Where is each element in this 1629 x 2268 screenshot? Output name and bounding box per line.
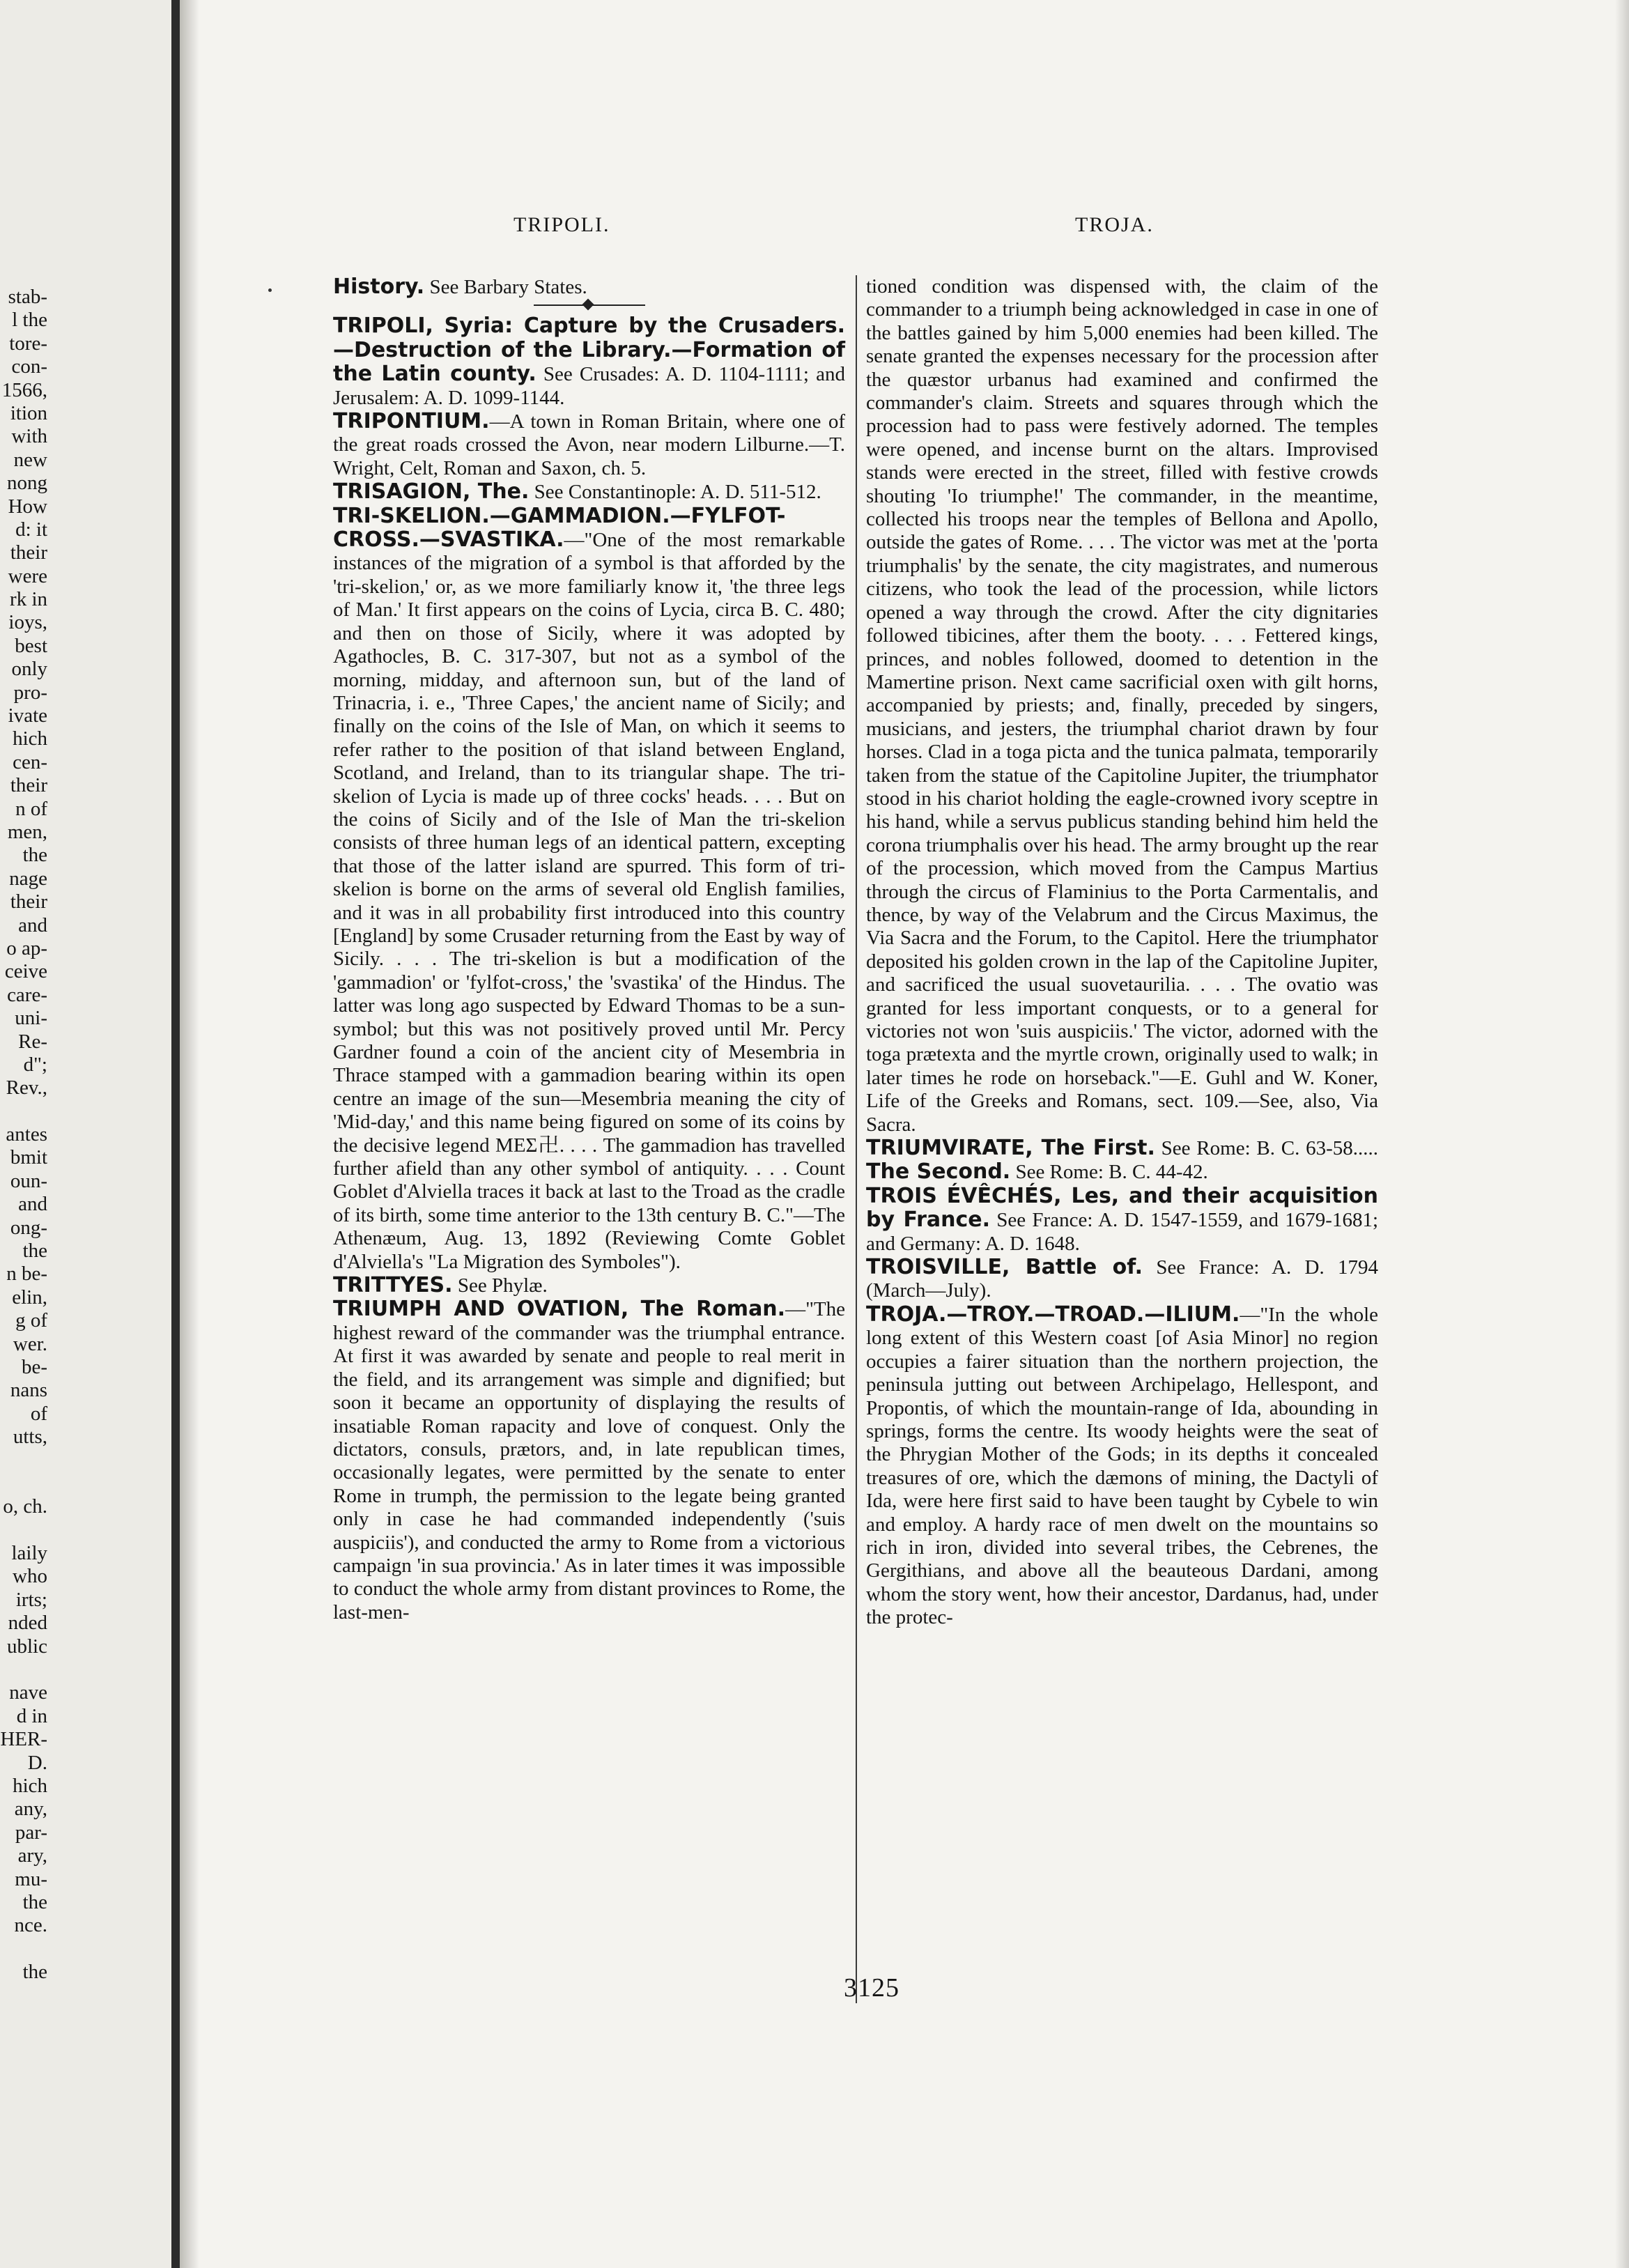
entry-heading: History. (333, 275, 425, 299)
section-divider-ornament (534, 300, 645, 310)
prev-column-line (0, 1449, 47, 1472)
previous-page-column-fragment (0, 286, 47, 1984)
prev-column-line (0, 1658, 47, 1681)
entry-text: See Phylæ. (457, 1274, 548, 1297)
entry-text: —"One of the most remarkable instances of the migration of a symbol is that afforded by the 'tri-skelion,' or, as we more familiarly know it, 'the three legs of Man.' It first appears on the coins of Lycia, circa B. C. 480; and then on those of Sicily, where it was adopted by Agathocles, B. C. 317-307, but not as a symbol of the morning, midday, and afternoon sun, but of the land of Trinacria, i. e., 'Three Capes,' the ancient name of Sicily; and finally on the coins of the Isle of Man, on which it seems to refer rather to the position of that island between England, Scotland, and Ireland, than to its triangular shape. The tri-skelion of Lycia is made up of three cocks' heads. . . . But on the coins of Sicily and of the Isle of Man the tri-skelion consists of three human legs of an identical pattern, excepting that those of the latter island are spurred. This form of tri-skelion is borne on the arms of several old English families, and it was in all probability first introduced into this country [England] by some Crusader returning from the East by way of Sicily. . . . The tri-skelion is but a modification of the 'gammadion' or 'fylfot-cross,' the 'svastika' of the Hindus. The latter was long ago suspected by Edward Thomas to be a sun-symbol; but this was not positively proved until Mr. Percy Gardner found a coin of the ancient city of Mesembria in Thrace stamped with a gammadion bearing within its open centre an image of the sun—Mesembria meaning the city of 'Mid-day,' and this name being figured on some of its coins by the decisive legend ΜΕΣ卍. . . . The gammadion has travelled further afield than any other symbol of antiquity. . . . Count Goblet d'Alviella traces it back at last to the Troad as the cradle of its birth, some time anterior to the 13th century B. C."—The Athenæum, Aug. 13, 1892 (Reviewing Comte Goblet d'Alviella's "La Migration des Symboles"). (333, 529, 845, 1273)
entry-subheading: The Second. (866, 1159, 1011, 1185)
entry-text: See Barbary States. (429, 276, 587, 298)
prev-column-line: o ap- (6, 936, 47, 959)
triskelion-entry (333, 504, 845, 1274)
prev-column-line: ivate (8, 704, 47, 727)
prev-column-line: irts; (15, 1588, 47, 1611)
spine-shadow (180, 0, 199, 2268)
prev-column-line: and (18, 913, 47, 936)
prev-column-line: con- (11, 355, 47, 378)
entry-text: See France: A. D. 1794 (March—July). (866, 1256, 1379, 1302)
prev-column-line: n be- (6, 1263, 47, 1286)
prev-column-line: Rev., (6, 1077, 47, 1100)
prev-column-line: ioys, (8, 611, 47, 634)
page-number: 3125 (844, 1973, 900, 2003)
book-spine (171, 0, 180, 2268)
prev-column-line: nave (9, 1681, 47, 1704)
right-column (866, 275, 1378, 1630)
entry-heading: TRIPOLI, Syria: Capture by the Crusaders.—Destruction of the Library.—Formation of the Latin county. (333, 314, 845, 387)
triumph-continuation: tioned condition was dispensed with, the claim of the commander to a triumph being acknowledged in case in one of the battles gained by him 5,000 enemies had been killed. The senate granted the expenses necessary for the procession after the quæstor urbanus had examined and confirmed the commander's claim. Streets and squares through which the procession had to pass were festively adorned. The temples were opened, and incense burnt on the altars. Improvised stands were erected in the street, filled with festive crowds shouting 'Io triumphe!' The commander, in the meantime, collected his troops near the temples of Bellona and Apollo, outside the gates of Rome. . . . The victor was met at the 'porta triumphalis' by the senate, the city magistrates, and numerous citizens, who took the lead of the procession, while lictors opened a way through the crowd. After the city dignitaries followed tibicines, after them the booty. . . . Fettered kings, princes, and nobles followed, doomed to detention in the Mamertine prison. Next came sacrificial oxen with gilt horns, accompanied by priests; and, finally, preceded by singers, musicians, and jesters, the triumphal chariot drawn by four horses. Clad in a toga picta and the tunica palmata, temporarily taken from the statue of the Capitoline Jupiter, the triumphator stood in his chariot holding the eagle-crowned ivory sceptre in his hand, while a servus publicus standing behind him held the corona triumphalis over his head. The army brought up the rear of the procession, which moved from the Campus Martius through the circus of Flaminius to the Porta Carmentalis, and thence, by way of the Velabrum and the Circus Maximus, the Via Sacra and the Forum, to the Capitol. Here the triumphator deposited his golden crown in the lap of the Capitoline Jupiter, and sacrificed the usual suovetaurilia. . . . The ovatio was granted for less important conquests, or to a general for victories not won 'suis auspiciis.' The victor, adorned with the toga prætexta and the myrtle crown, originally used to walk; in later times he rode on horseback."—E. Guhl and W. Koner, Life of the Greeks and Romans, sect. 109.—See, also, Via Sacra. (866, 275, 1378, 1136)
prev-column-line: g of (15, 1309, 47, 1332)
prev-column-line: new (13, 448, 47, 471)
history-entry (333, 275, 845, 299)
prev-column-line: d in (16, 1704, 47, 1727)
prev-column-line: D. (27, 1751, 47, 1774)
trisagion-entry (333, 480, 845, 504)
prev-column-line: nage (9, 867, 47, 890)
prev-column-line: ition (10, 401, 47, 424)
prev-column-line (0, 1100, 47, 1123)
prev-column-line: ublic (7, 1635, 47, 1658)
entry-text: See Constantinople: A. D. 511-512. (534, 481, 821, 504)
entry-heading: TRI-SKELION.—GAMMADION.—FYLFOT-CROSS.—SVASTIKA. (333, 503, 786, 553)
entry-heading: TRIPONTIUM. (333, 409, 490, 434)
prev-column-line: uni- (15, 1007, 47, 1030)
prev-column-line: elin, (12, 1286, 47, 1309)
prev-column-line: cen- (13, 750, 47, 773)
prev-column-line: care- (7, 983, 47, 1006)
prev-column-line: only (11, 658, 47, 681)
prev-column-line: their (10, 774, 47, 797)
right-page-edge (1615, 0, 1629, 2268)
prev-column-line: nce. (14, 1914, 47, 1937)
entry-text: —"The highest reward of the commander was the triumphal entrance. At first it was awarded by senate and people to real merit in the field, and its arrangement was simple and dignified; but soon it became an opportunity of displaying the results of insatiable Roman rapacity and love of conquest. Only the dictators, consuls, prætors, and, in late republican times, occasionally legates, were permitted by the senate to enter Rome in trumph, the permission to the legate being granted only in case he had commanded independently ('suis auspiciis'), and conducted the army to Rome from a victorious campaign 'in sua provincia.' As in later times it was impossible to conduct the whole army from distant provinces to Rome, the last-men- (333, 1298, 845, 1623)
prev-column-line: 1566, (1, 378, 47, 401)
entry-heading: TROISVILLE, Battle of. (866, 1255, 1143, 1280)
entry-text: See Crusades: A. D. 1104-1111; and Jerusalem: A. D. 1099-1144. (333, 363, 845, 409)
prev-column-line: l the (12, 309, 47, 332)
entry-text: —"In the whole long extent of this Western coast [of Asia Minor] no region occupies a fairer situation than the northern projection, the peninsula jutting out between Archipelago, Hellespont, and Propontis, of which the mountain-range of Ida, abounding in springs, forms the centre. Its woody heights were the seat of the Phrygian Mother of the Gods; in its depths it concealed treasures of ore, which the dæmons of mining, the Dactyli of Ida, were here first said to have been taught by Cybele to win and employ. A hardy race of men dwelt on the mountains so rich in iron, divided into several tribes, the Cebrenes, the Gergithians, and above all the beauteous Dardani, among whom the story went, how their ancestor, Dardanus, had, under the protec- (866, 1303, 1378, 1629)
prev-column-line: n of (15, 797, 47, 820)
prev-column-line: How (8, 495, 47, 518)
entry-heading: TRITTYES. (333, 1273, 453, 1298)
prev-column-line: of (30, 1402, 47, 1425)
prev-column-line: nans (10, 1379, 47, 1402)
prev-column-line: ong- (10, 1216, 47, 1239)
entry-text: See France: A. D. 1547-1559, and 1679-1681; and Germany: A. D. 1648. (866, 1209, 1379, 1255)
prev-column-line: par- (15, 1821, 47, 1844)
triumph-entry (333, 1297, 845, 1624)
prev-column-line (0, 1472, 47, 1495)
prev-column-line: HER- (0, 1728, 47, 1751)
speck (268, 288, 272, 292)
prev-column-line: oun- (10, 1169, 47, 1192)
prev-column-line: the (22, 1240, 47, 1263)
prev-column-line: laily (11, 1542, 47, 1565)
entry-heading: TROJA.—TROY.—TROAD.—ILIUM. (866, 1302, 1240, 1327)
prev-column-line: d: it (15, 518, 47, 541)
trittyes-entry (333, 1274, 845, 1297)
prev-column-line: mu- (15, 1867, 47, 1890)
entry-text: —A town in Roman Britain, where one of the great roads crossed the Avon, near modern Lilburne.—T. Wright, Celt, Roman and Saxon, ch. 5. (333, 410, 845, 479)
prev-column-line: pro- (13, 681, 47, 704)
left-column (333, 275, 845, 1624)
prev-column-line: best (15, 634, 47, 657)
prev-column-line: nong (7, 472, 47, 495)
prev-column-line: hich (13, 727, 47, 750)
prev-column-line: utts, (13, 1426, 47, 1449)
entry-heading: TRIUMVIRATE, The First. (866, 1136, 1155, 1161)
trois-eveches-entry (866, 1185, 1378, 1256)
entry-heading: TROIS ÉVÊCHÉS, Les, and their acquisition by France. (866, 1183, 1378, 1233)
prev-column-line: be- (21, 1355, 47, 1378)
prev-column-line: were (8, 564, 47, 587)
prev-column-line: ary, (17, 1844, 47, 1867)
prev-column-line: and (18, 1193, 47, 1216)
tripontium-entry (333, 410, 845, 480)
prev-column-line: o, ch. (3, 1495, 47, 1518)
prev-column-line: stab- (8, 286, 47, 308)
column-rule (856, 275, 857, 2003)
entry-heading: TRISAGION, The. (333, 479, 530, 504)
prev-column-line: Re- (18, 1030, 47, 1053)
prev-column-line: rk in (10, 588, 47, 611)
prev-column-line: tore- (9, 332, 47, 355)
prev-column-line: who (13, 1565, 47, 1588)
prev-column-line: hich (13, 1775, 47, 1797)
prev-column-line: d"; (23, 1053, 47, 1076)
tripoli-syria-entry (333, 314, 845, 410)
prev-column-line: the (22, 1961, 47, 1984)
prev-column-line: with (11, 425, 47, 448)
entry-heading: TRIUMPH AND OVATION, The Roman. (333, 1297, 786, 1322)
prev-column-line: ceive (4, 960, 47, 983)
prev-column-line: their (10, 541, 47, 564)
prev-column-line: any, (14, 1798, 47, 1821)
prev-column-line: their (10, 890, 47, 913)
prev-column-line: bmit (10, 1146, 47, 1169)
running-head-right: TROJA. (1075, 213, 1154, 236)
prev-column-line: antes (6, 1123, 47, 1146)
troisville-entry (866, 1256, 1378, 1303)
triumvirate-entry (866, 1136, 1378, 1185)
troja-entry (866, 1303, 1378, 1630)
prev-column-line: wer. (13, 1332, 47, 1355)
prev-column-line: the (22, 844, 47, 867)
prev-column-line: the (22, 1890, 47, 1913)
prev-column-line (0, 1519, 47, 1542)
entry-text: See Rome: B. C. 63-58..... (1161, 1137, 1379, 1160)
entry-text: See Rome: B. C. 44-42. (1015, 1161, 1208, 1184)
prev-column-line (0, 1938, 47, 1961)
prev-column-line: men, (7, 820, 47, 843)
running-head-left: TRIPOLI. (514, 213, 610, 236)
prev-column-line: nded (8, 1612, 47, 1635)
